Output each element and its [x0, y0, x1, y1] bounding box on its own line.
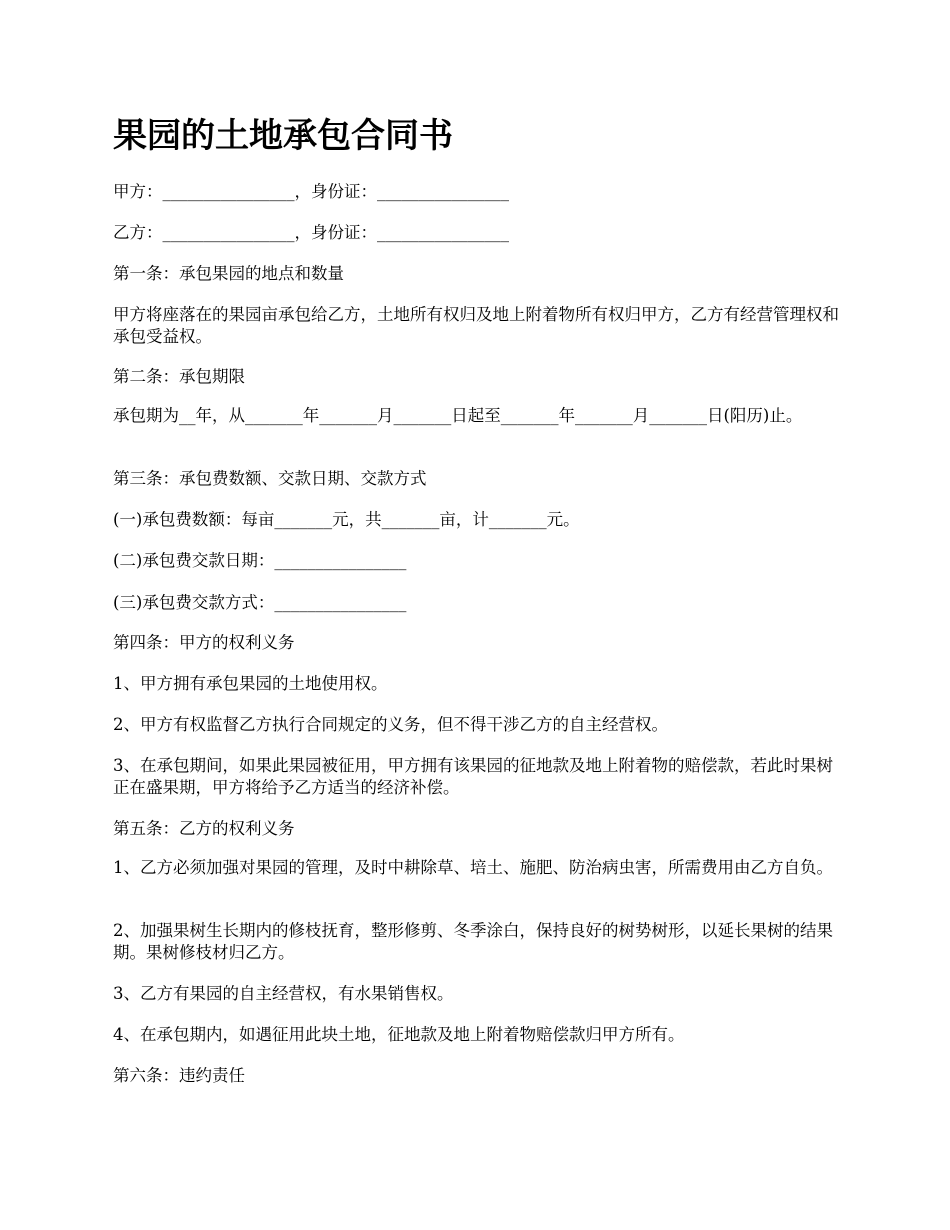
document-title: 果园的土地承包合同书: [113, 116, 453, 156]
article-1-text: 甲方将座落在的果园亩承包给乙方，土地所有权归及地上附着物所有权归甲方，乙方有经营管理权和承包受益权。: [113, 305, 839, 346]
article-3-item-3: (三)承包费交款方式：________________: [113, 593, 407, 612]
article-5-item-1: 1、乙方必须加强对果园的管理，及时中耕除草、培土、施肥、防治病虫害，所需费用由乙方自负。: [113, 858, 833, 877]
article-3-item-2: (二)承包费交款日期：________________: [113, 551, 407, 570]
article-4-item-1: 1、甲方拥有承包果园的土地使用权。: [113, 674, 388, 693]
article-4-item-3: 3、在承包期间，如果此果园被征用，甲方拥有该果园的征地款及地上附着物的赔偿款，若此时果树正在盛果期，甲方将给予乙方适当的经济补偿。: [113, 756, 833, 797]
article-3-item-1: (一)承包费数额：每亩_______元，共_______亩，计_______元。: [113, 510, 580, 529]
article-2-heading: 第二条：承包期限: [113, 367, 245, 386]
party-b-line: 乙方：________________，身份证：________________: [113, 223, 509, 242]
party-a-line: 甲方：________________，身份证：________________: [113, 182, 509, 201]
article-6-heading: 第六条：违约责任: [113, 1066, 245, 1085]
article-5-heading: 第五条：乙方的权利义务: [113, 819, 295, 838]
article-3-heading: 第三条：承包费数额、交款日期、交款方式: [113, 469, 427, 488]
article-2-text: 承包期为__年，从_______年_______月_______日起至_______年_______月_______日(阳历)止。: [113, 406, 803, 425]
article-1-heading: 第一条：承包果园的地点和数量: [113, 264, 344, 283]
article-4-heading: 第四条：甲方的权利义务: [113, 633, 295, 652]
article-5-item-2: 2、加强果树生长期内的修枝抚育，整形修剪、冬季涂白，保持良好的树势树形，以延长果树的结果期。果树修枝材归乙方。: [113, 921, 833, 962]
article-5-item-4: 4、在承包期内，如遇征用此块土地，征地款及地上附着物赔偿款归甲方所有。: [113, 1025, 685, 1044]
article-5-item-3: 3、乙方有果园的自主经营权，有水果销售权。: [113, 984, 454, 1003]
article-4-item-2: 2、甲方有权监督乙方执行合同规定的义务，但不得干涉乙方的自主经营权。: [113, 715, 668, 734]
